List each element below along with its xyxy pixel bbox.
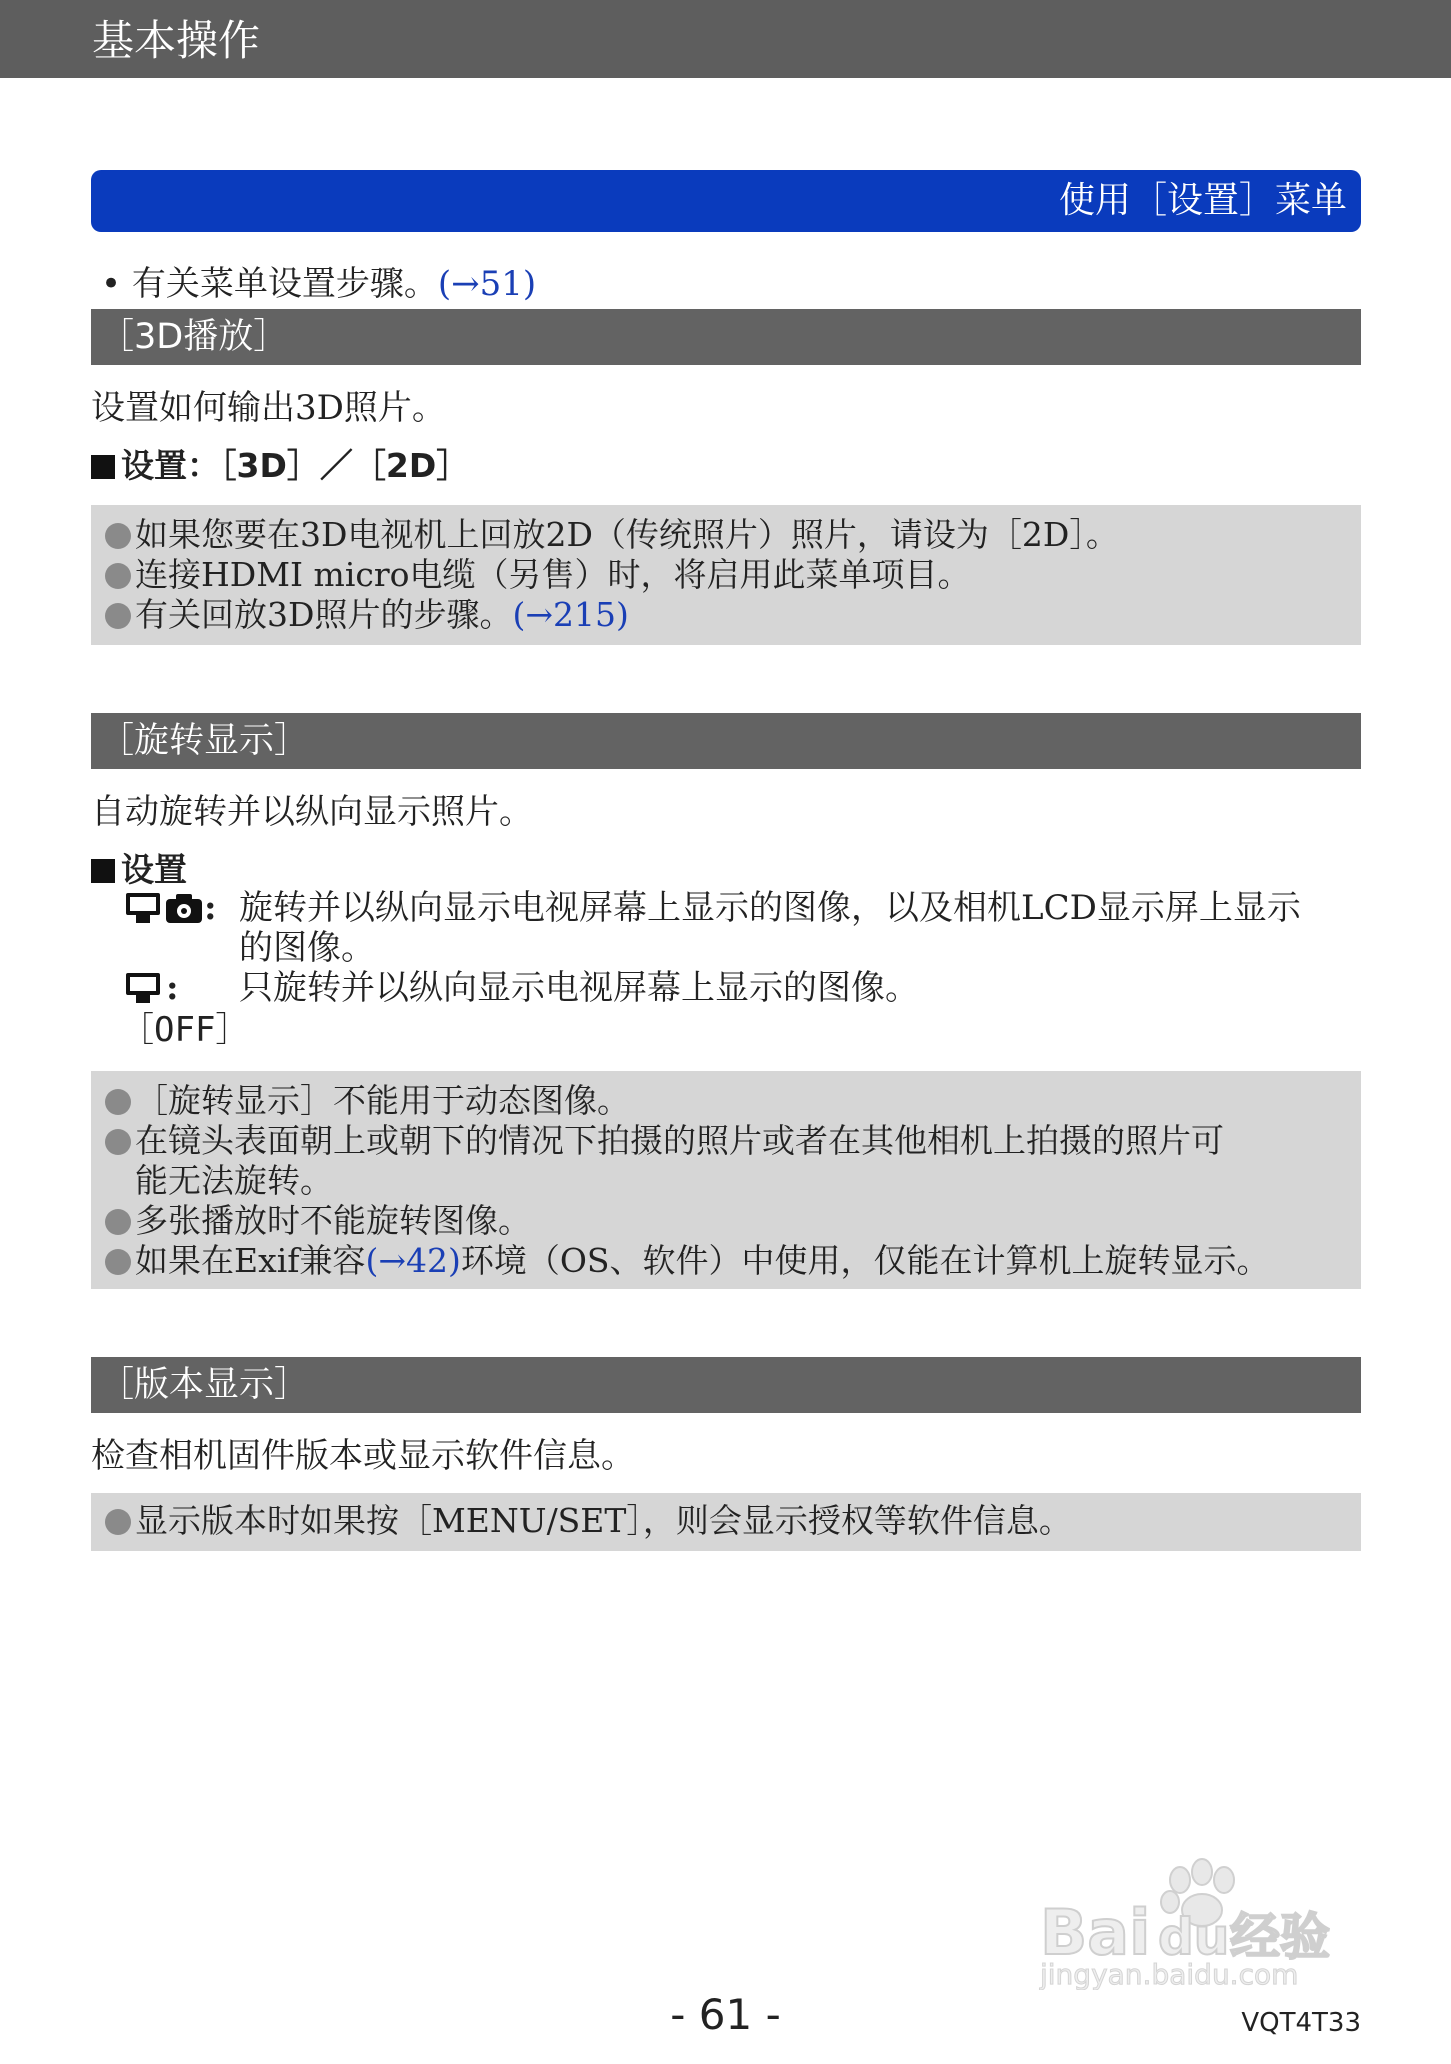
section-title-3d-playback bbox=[91, 309, 1361, 365]
section-title-text: ［版本显示］ bbox=[99, 1365, 310, 1405]
option-tv-camera: : bbox=[126, 888, 217, 928]
section-title-text: ［3D播放］ bbox=[99, 317, 289, 357]
bullet-dot-icon bbox=[105, 1089, 131, 1115]
note-text: 多张播放时不能旋转图像。 bbox=[135, 1201, 531, 1240]
note-box bbox=[91, 1071, 1361, 1289]
note-page-link[interactable]: (→215) bbox=[512, 595, 629, 634]
note-text: 在镜头表面朝上或朝下的情况下拍摄的照片或者在其他相机上拍摄的照片可 bbox=[135, 1121, 1224, 1160]
settings-heading bbox=[91, 844, 187, 891]
note-text: 环境（OS、软件）中使用，仅能在计算机上旋转显示。 bbox=[460, 1241, 1270, 1280]
note-item bbox=[105, 595, 1361, 635]
bullet-dot-icon bbox=[105, 1129, 131, 1155]
note-item bbox=[105, 1241, 1361, 1281]
settings-menu-banner bbox=[91, 170, 1361, 232]
section-desc: 设置如何输出3D照片。 bbox=[91, 388, 446, 428]
settings-label: 设置 bbox=[121, 850, 187, 889]
note-text: 能无法旋转。 bbox=[135, 1161, 333, 1200]
intro-page-link[interactable]: (→51) bbox=[437, 264, 537, 304]
section-desc: 自动旋转并以纵向显示照片。 bbox=[91, 792, 533, 832]
square-bullet-icon bbox=[91, 859, 115, 883]
bullet-dot-icon bbox=[105, 1509, 131, 1535]
note-page-link[interactable]: (→42) bbox=[365, 1241, 461, 1280]
note-text: 有关回放3D照片的步骤。 bbox=[135, 595, 513, 634]
bullet-dot-icon bbox=[105, 1249, 131, 1275]
note-box bbox=[91, 505, 1361, 645]
note-box bbox=[91, 1493, 1361, 1551]
note-item bbox=[105, 1501, 1361, 1541]
note-text: 如果在Exif兼容 bbox=[135, 1241, 366, 1280]
bullet-dot-icon bbox=[105, 603, 131, 629]
tv-icon bbox=[126, 893, 166, 923]
section-desc: 检查相机固件版本或显示软件信息。 bbox=[91, 1436, 635, 1476]
page-header bbox=[0, 0, 1451, 78]
option-tv: : bbox=[126, 968, 179, 1008]
note-item bbox=[105, 1121, 1361, 1161]
header-title: 基本操作 bbox=[92, 16, 261, 65]
note-item bbox=[105, 1081, 1361, 1121]
svg-text:du: du bbox=[1158, 1908, 1230, 1966]
square-bullet-icon bbox=[91, 455, 115, 479]
note-item-continued bbox=[105, 1161, 1361, 1201]
note-text: 显示版本时如果按［MENU/SET］，则会显示授权等软件信息。 bbox=[135, 1501, 1072, 1540]
banner-label: 使用［设置］菜单 bbox=[1058, 180, 1347, 221]
note-item bbox=[105, 555, 1361, 595]
note-text: 如果您要在3D电视机上回放2D（传统照片）照片，请设为［2D］。 bbox=[135, 515, 1119, 554]
camera-icon bbox=[166, 893, 204, 923]
option-desc: 只旋转并以纵向显示电视屏幕上显示的图像。 bbox=[239, 968, 919, 1008]
note-text: ［旋转显示］不能用于动态图像。 bbox=[135, 1081, 630, 1120]
svg-text:Bai: Bai bbox=[1040, 1896, 1151, 1969]
note-item bbox=[105, 1201, 1361, 1241]
intro-line bbox=[101, 256, 536, 305]
svg-text:jingyan.baidu.com: jingyan.baidu.com bbox=[1040, 1958, 1299, 1990]
bullet-dot-icon bbox=[105, 1209, 131, 1235]
note-item bbox=[105, 515, 1361, 555]
section-title-rotate-display bbox=[91, 713, 1361, 769]
baidu-jingyan-watermark bbox=[1030, 1850, 1370, 1990]
intro-text: • 有关菜单设置步骤。 bbox=[101, 264, 438, 304]
bullet-dot-icon bbox=[105, 563, 131, 589]
bullet-dot-icon bbox=[105, 523, 131, 549]
settings-values: 设置：［3D］／［2D］ bbox=[121, 446, 470, 485]
settings-heading bbox=[91, 440, 469, 487]
svg-text:经验: 经验 bbox=[1230, 1908, 1330, 1966]
document-code: VQT4T33 bbox=[1241, 2008, 1361, 2038]
option-off: ［OFF］ bbox=[120, 1010, 250, 1050]
section-title-text: ［旋转显示］ bbox=[99, 721, 310, 761]
option-desc: 旋转并以纵向显示电视屏幕上显示的图像，以及相机LCD显示屏上显示 bbox=[239, 888, 1301, 928]
tv-icon bbox=[126, 973, 166, 1003]
section-title-version-display bbox=[91, 1357, 1361, 1413]
option-desc-cont: 的图像。 bbox=[239, 928, 375, 968]
page-number: - 61 - bbox=[670, 1990, 781, 2039]
note-text: 连接HDMI micro电缆（另售）时，将启用此菜单项目。 bbox=[135, 555, 971, 594]
